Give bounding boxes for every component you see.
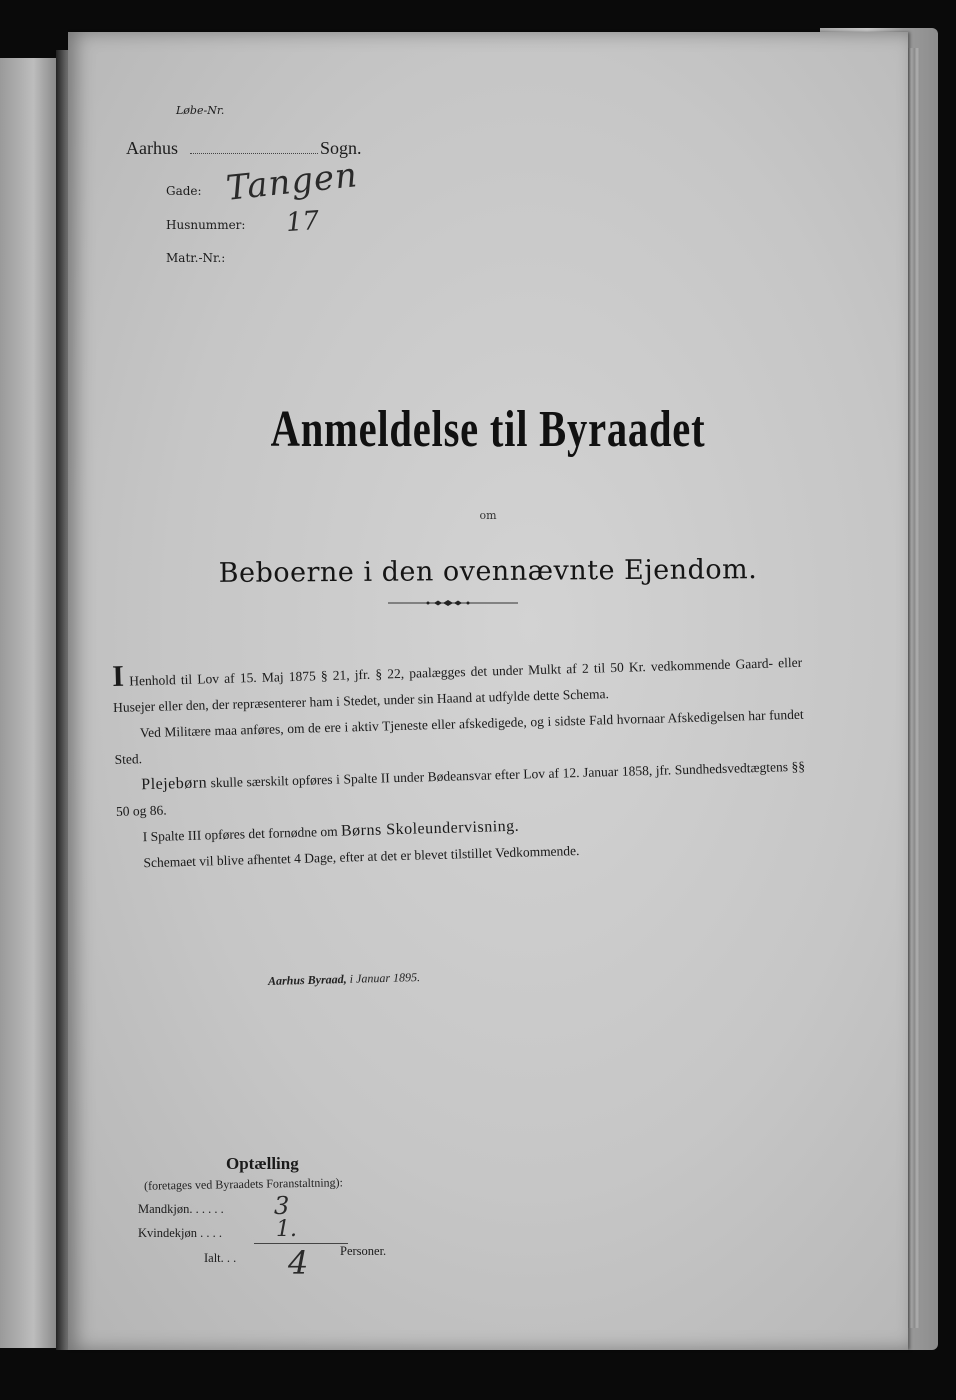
- instructions-block: [112, 648, 808, 877]
- instruction-text-3: skulle særskilt opføres i Spalte II under Bødeansvar efter Lov af 12. Januar 1858, jfr. Sundhedsvedtægtens §§ 50 og 86.: [115, 758, 806, 819]
- tally-title: Optælling: [226, 1154, 299, 1173]
- loebe-nr-label: Løbe-Nr.: [176, 104, 225, 117]
- skoleundervisning-emphasis: Børns Skoleundervisning.: [340, 817, 520, 840]
- gade-label: Gade:: [166, 184, 202, 198]
- connector-word: om: [479, 509, 497, 522]
- total-value[interactable]: 4: [288, 1244, 309, 1282]
- form-title: Anmeldelse til Byraadet: [270, 401, 706, 458]
- census-form-page: [68, 32, 908, 1350]
- city-label: Aarhus: [126, 138, 178, 158]
- male-count-label: Mandkjøn. . . . . .: [138, 1202, 224, 1216]
- instruction-text-4: I Spalte III opføres det fornødne om: [142, 823, 342, 845]
- issuer-name: Aarhus Byraad,: [267, 971, 347, 988]
- form-subtitle: Beboerne i den ovennævnte Ejendom.: [218, 554, 758, 589]
- total-label: Ialt. . .: [204, 1251, 237, 1265]
- instruction-paragraph-2: Ved Militære maa anføres, om de ere i aktiv Tjeneste eller afskedigede, og i sidste Fald hvornaar Afskedigelsen har fundet Sted.: [114, 706, 804, 767]
- left-facing-page: [0, 58, 58, 1348]
- persons-label: Personer.: [340, 1244, 387, 1258]
- husnummer-label: Husnummer:: [166, 218, 246, 232]
- ornament-divider-icon: [388, 598, 518, 608]
- issuer-signature-line: [268, 970, 420, 989]
- sogn-fill-line[interactable]: [190, 153, 318, 154]
- female-count-label: Kvindekjøn . . . .: [138, 1226, 223, 1240]
- gade-handwritten-value[interactable]: Tangen: [224, 155, 360, 209]
- matr-nr-label: Matr.-Nr.:: [166, 251, 226, 265]
- tally-note: (foretages ved Byraadets Foranstaltning):: [143, 1175, 344, 1193]
- female-count-value[interactable]: 1.: [276, 1217, 297, 1242]
- plejeborn-emphasis: Plejebørn: [141, 774, 208, 794]
- instruction-text-1: Henhold til Lov af 15. Maj 1875 § 21, jfr. § 22, paalægges det under Mulkt af 2 til 50 Kr. vedkommende Gaard- eller Husejer eller den, der repræsenterer ham i Stedet, under sin Haand at udfylde dette Schema.: [112, 654, 803, 715]
- drop-cap: I: [111, 659, 125, 693]
- instruction-paragraph-5: Schemaet vil blive afhentet 4 Dage, efter at det er blevet tilstillet Vedkommende.: [143, 843, 580, 871]
- husnummer-handwritten-value[interactable]: 17: [284, 205, 321, 239]
- sogn-label: Sogn.: [320, 138, 362, 158]
- male-count-value[interactable]: 3: [274, 1192, 290, 1220]
- issue-date: i Januar 1895.: [346, 970, 421, 986]
